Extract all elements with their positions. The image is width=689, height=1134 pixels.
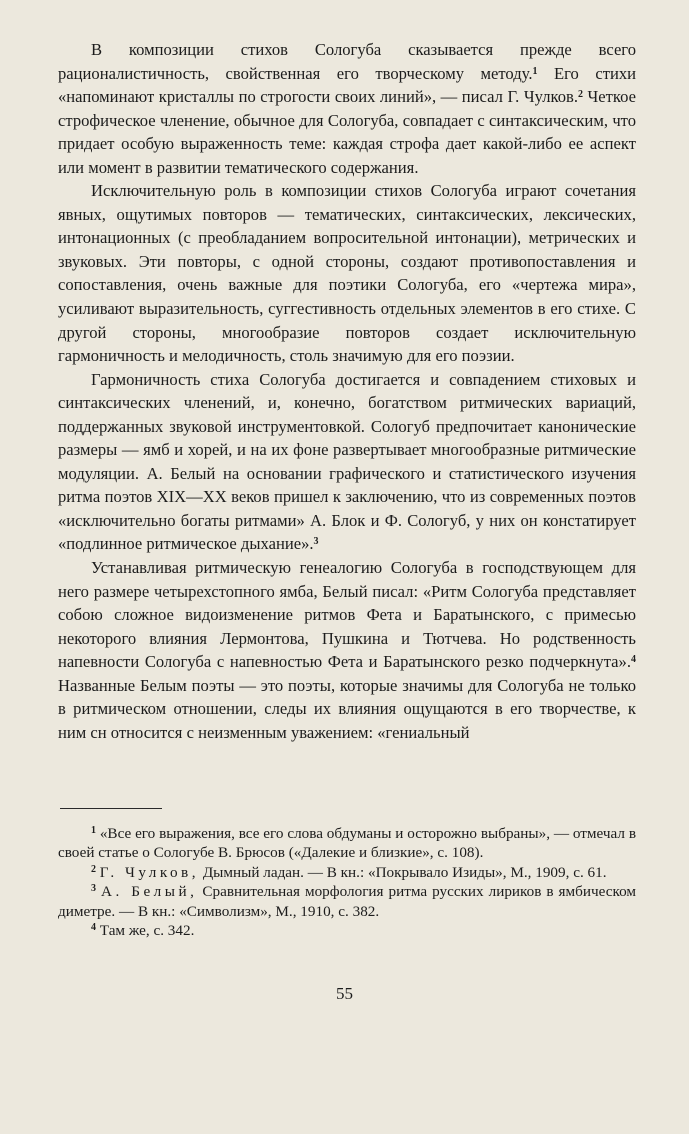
paragraph-3: [58, 368, 636, 556]
paragraph-text: Исключительную роль в композиции стихов Сологуба играют сочетания явных, ощутимых повторов — тематических, синтаксических, лексических, интонационных (с преобладанием вопросительной интонации), метрических и звуковых. Эти повторы, с одной стороны, создают противопоставления и сопоставления, очень важные для поэтики Сологуба, его «чертежа мира», усиливают выразительность, суггестивность отдельных элементов в его стихе. С другой стороны, многообразие повторов создает исключительную гармоничность и мелодичность, столь значимую для его поэзии.: [58, 181, 636, 366]
footnote-ref-4: 4: [631, 654, 636, 666]
paragraph-2: [58, 179, 636, 367]
page-number: 55: [336, 984, 353, 1003]
footnote-divider: [60, 808, 162, 809]
footnote-text: «Все его выражения, все его слова обдуманы и осторожно выбраны», — отмечал в своей статье о Сологубе В. Брюсов («Далекие и близкие», с. 108).: [58, 825, 636, 862]
footnote-ref-3: 3: [313, 536, 319, 548]
footnote-4: [58, 921, 636, 940]
paragraph-4: [58, 556, 636, 744]
footnote-number: 4: [91, 922, 96, 934]
footnote-author: Г. Чулков,: [99, 863, 200, 881]
paragraph-text: В композиции стихов Сологуба сказывается прежде всего рационалистичность, свойственная его творческому методу.: [58, 40, 636, 83]
footnote-ref-2: 2: [577, 89, 583, 101]
footnote-number: 2: [91, 863, 96, 875]
footnote-text: Дымный ладан. — В кн.: «Покрывало Изиды», М., 1909, с. 61.: [199, 863, 607, 881]
paragraph-text: Его стихи «напоминают кристаллы по строгости своих линий», — писал Г. Чулков.: [58, 63, 637, 107]
footnotes: [58, 824, 636, 940]
footnote-1: [58, 824, 636, 863]
footnote-text: Сравнительная морфология ритма русских лириков в ямбическом диметре. — В кн.: «Символизм», М., 1910, с. 382.: [58, 883, 637, 920]
footnote-number: 3: [91, 883, 96, 895]
footnote-3: [58, 882, 636, 921]
paragraph-text: Четкое строфическое членение, обычное для Сологуба, совпадает с синтаксическим, что придает особую выраженность теме: каждая строфа дает какой-либо ее аспект или момент в развитии тематического содержания.: [58, 87, 636, 177]
paragraph-1: [58, 38, 636, 179]
main-text: [58, 38, 636, 744]
footnote-2: [58, 863, 636, 882]
footnote-text: Там же, с. 342.: [96, 922, 195, 940]
paragraph-text: Гармоничность стиха Сологуба достигается и совпадением стиховых и синтаксических членений, и, конечно, богатством ритмических вариаций, поддержанных звуковой инструментовкой. Сологуб предпочитает канонические размеры — ямб и хорей, и на их фоне развертывает многообразные ритмические модуляции. А. Белый на основании графического и статистического изучения ритма поэтов XIX—XX веков пришел к заключению, что из современных поэтов «исключительно богаты ритмами» А. Блок и Ф. Сологуб, у них он констатирует «подлинное ритмическое дыхание».: [58, 369, 636, 554]
footnote-ref-1: 1: [532, 65, 538, 77]
footnote-number: 1: [91, 825, 96, 836]
paragraph-text: Устанавливая ритмическую генеалогию Сологуба в господствующем для него размере четырехстопного ямба, Белый писал: «Ритм Сологуба представляет собою сложное видоизменение ритмов Фета и Баратынского, с примесью некоторого влияния Лермонтова, Пушкина и Тютчева. Но родственность напевности Сологуба с напевностью Фета и Баратынского резко подчеркнута».: [58, 558, 636, 672]
paragraph-text: Названные Белым поэты — это поэты, которые значимы для Сологуба не только в ритмическом отношении, следы их влияния ощущаются в его творчестве, к ним сн относится с неизменным уважением: «гениальный: [58, 675, 636, 742]
footnote-author: А. Белый,: [100, 883, 198, 901]
